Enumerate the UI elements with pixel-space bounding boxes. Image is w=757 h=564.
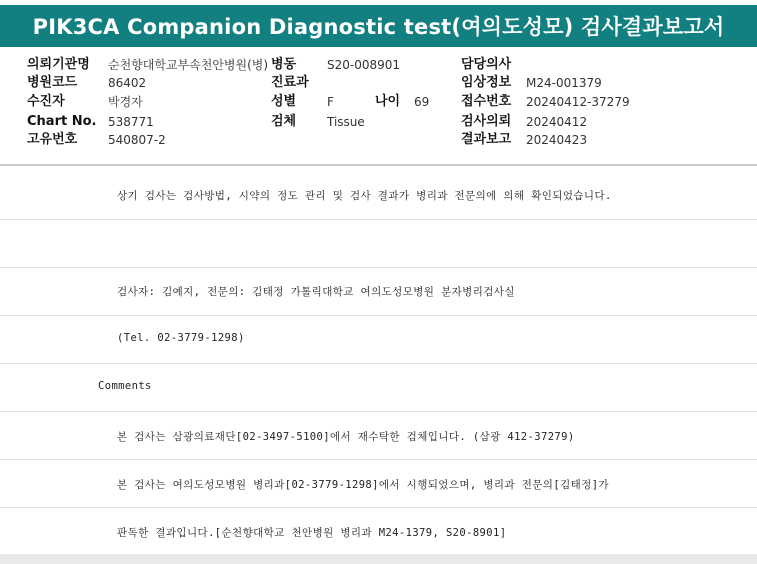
specimen-value: Tissue <box>327 115 365 129</box>
test-request-value: 20240412 <box>526 115 588 129</box>
clinical-info-value: M24-001379 <box>526 76 602 90</box>
accession-no-value: 20240412-37279 <box>526 95 630 109</box>
specimen-label: 검체 <box>271 114 297 129</box>
sex-value: F <box>327 95 334 109</box>
accession-no-label: 접수번호 <box>461 94 512 109</box>
ward-label: 병동 <box>271 57 297 72</box>
info-row-4 <box>0 113 757 131</box>
patient-info-panel <box>0 52 757 168</box>
age-value: 69 <box>414 95 430 109</box>
requesting-institution-value: 순천향대학교부속천안병원(병) <box>108 58 269 72</box>
row-divider <box>0 459 757 460</box>
bottom-bar <box>0 554 757 564</box>
clinical-info-label: 임상정보 <box>461 75 512 90</box>
row-divider <box>0 507 757 508</box>
report-line-7: 본 검사는 여의도성모병원 병리과[02-3779-1298]에서 시행되었으며, 병리과 전문의[김태정]가 <box>117 479 609 491</box>
info-row-2 <box>0 74 757 92</box>
requesting-institution-label: 의뢰기관명 <box>27 57 90 72</box>
hospital-code-label: 병원코드 <box>27 75 78 90</box>
department-label: 진료과 <box>271 75 309 90</box>
report-line-8: 판독한 결과입니다.[순천향대학교 천안병원 병리과 M24-1379, S20-8901] <box>117 527 507 539</box>
header-divider <box>0 164 757 166</box>
chart-no-label: Chart No. <box>27 114 97 129</box>
unique-no-label: 고유번호 <box>27 132 78 147</box>
info-row-5 <box>0 131 757 149</box>
result-report-label: 결과보고 <box>461 132 512 147</box>
info-row-3 <box>0 93 757 111</box>
comments-heading: Comments <box>98 380 152 392</box>
hospital-code-value: 86402 <box>108 76 147 90</box>
sex-label: 성별 <box>271 94 297 109</box>
report-line-1: 상기 검사는 검사방법, 시약의 정도 관리 및 검사 결과가 병리과 전문의에 의해 확인되었습니다. <box>117 190 612 202</box>
result-report-value: 20240423 <box>526 133 588 147</box>
test-request-label: 검사의뢰 <box>461 114 512 129</box>
ward-value: S20-008901 <box>327 58 401 72</box>
unique-no-value: 540807-2 <box>108 133 166 147</box>
row-divider <box>0 411 757 412</box>
patient-value: 박경자 <box>108 95 143 109</box>
age-label: 나이 <box>375 94 401 109</box>
report-line-6: 본 검사는 삼광의료재단[02-3497-5100]에서 재수탁한 검체입니다. (삼광 412-37279) <box>117 431 575 443</box>
row-divider <box>0 363 757 364</box>
doctor-in-charge-label: 담당의사 <box>461 57 512 72</box>
row-divider <box>0 315 757 316</box>
report-title: PIK3CA Companion Diagnostic test(여의도성모) 검사결과보고서 <box>0 5 757 47</box>
chart-no-value: 538771 <box>108 115 154 129</box>
patient-label: 수진자 <box>27 94 65 109</box>
row-divider <box>0 219 757 220</box>
info-row-1 <box>0 56 757 74</box>
report-line-4: (Tel. 02-3779-1298) <box>117 332 245 344</box>
row-divider <box>0 267 757 268</box>
report-line-3: 검사자: 김예지, 전문의: 김태정 가톨릭대학교 여의도성모병원 분자병리검사실 <box>117 286 515 298</box>
